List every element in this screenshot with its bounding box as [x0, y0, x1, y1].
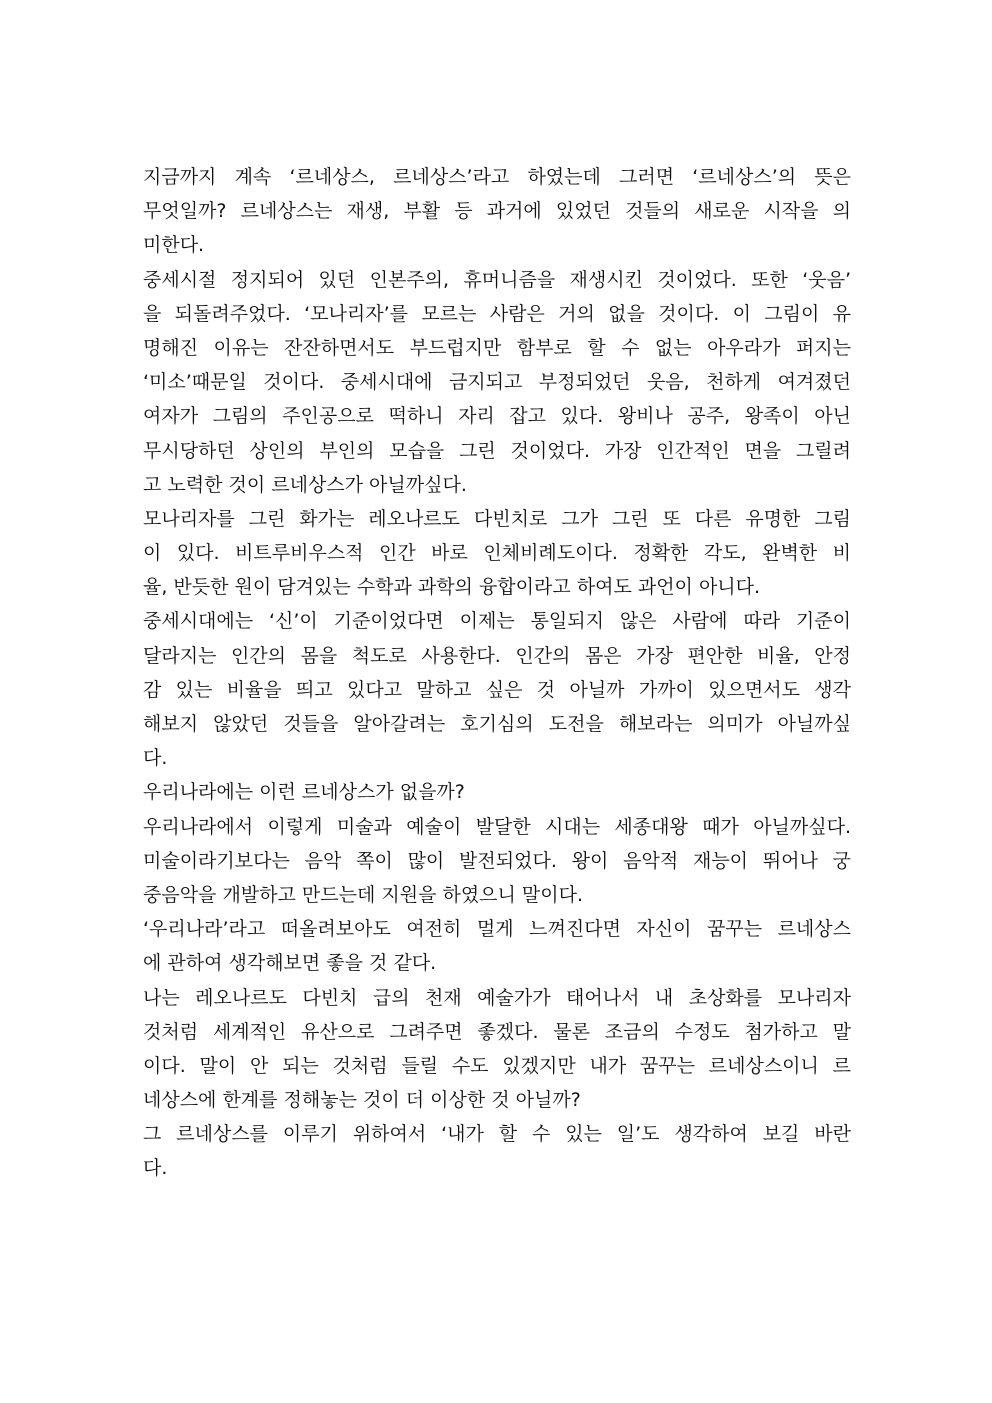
text-line: 이 있다. 비트루비우스적 인간 바로 인체비례도이다. 정확한 각도, 완벽한 비 — [143, 542, 851, 565]
text-line: 에 관하여 생각해보면 좋을 것 같다. — [143, 952, 437, 975]
text-line: 무시당하던 상인의 부인의 모습을 그린 것이었다. 가장 인간적인 면을 그릴려 — [143, 439, 851, 462]
paragraph — [143, 981, 851, 1118]
text-line: 고 노력한 것이 르네상스가 아닐까싶다. — [143, 473, 467, 496]
text-line: 다. — [143, 747, 168, 770]
text-line: 그 르네상스를 이루기 위하여서 ‘내가 할 수 있는 일’도 생각하여 보길 바란 — [143, 1123, 851, 1146]
text-line: 미술이라기보다는 음악 쪽이 많이 발전되었다. 왕이 음악적 재능이 뛰어나 궁 — [143, 849, 851, 872]
text-line: 다. — [143, 1157, 168, 1180]
text-line: 명해진 이유는 잔잔하면서도 부드럽지만 함부로 할 수 없는 아우라가 퍼지는 — [143, 336, 851, 359]
text-line: 중음악을 개발하고 만드는데 지원을 하였으니 말이다. — [143, 883, 584, 906]
text-line: 을 되돌려주었다. ‘모나리자’를 모르는 사람은 거의 없을 것이다. 이 그림이 유 — [143, 302, 851, 325]
text-line: 나는 레오나르도 다빈치 급의 천재 예술가가 태어나서 내 초상화를 모나리자 — [143, 986, 851, 1009]
text-line: ‘우리나라’라고 떠올려보아도 여전히 멀게 느껴진다면 자신이 꿈꾸는 르네상스 — [143, 918, 851, 941]
text-line: 여자가 그림의 주인공으로 떡하니 자리 잡고 있다. 왕비나 공주, 왕족이 아닌 — [143, 405, 851, 428]
paragraph — [143, 810, 851, 913]
text-line: 지금까지 계속 ‘르네상스, 르네상스’라고 하였는데 그러면 ‘르네상스’의 뜻은 — [143, 166, 851, 188]
text-line: 율, 반듯한 원이 담겨있는 수학과 과학의 융합이라고 하여도 과언이 아니다. — [143, 576, 761, 599]
paragraph — [143, 775, 851, 809]
paragraph — [143, 1117, 851, 1185]
text-line: 네상스에 한계를 정해놓는 것이 더 이상한 것 아닐까? — [143, 1089, 581, 1112]
text-line: 우리나라에는 이런 르네상스가 없을까? — [143, 781, 465, 804]
paragraph — [143, 502, 851, 605]
text-line: 중세시절 정지되어 있던 인본주의, 휴머니즘을 재생시킨 것이었다. 또한 ‘웃음’ — [143, 268, 851, 291]
text-line: ‘미소’때문일 것이다. 중세시대에 금지되고 부정되었던 웃음, 천하게 여겨졌던 — [143, 371, 851, 394]
text-line: 달라지는 인간의 몸을 척도로 사용한다. 인간의 몸은 가장 편안한 비율, 안정 — [143, 644, 851, 667]
paragraph — [143, 160, 851, 263]
text-line: 것처럼 세계적인 유산으로 그려주면 좋겠다. 물론 조금의 수정도 첨가하고 말 — [143, 1020, 851, 1043]
text-line: 우리나라에서 이렇게 미술과 예술이 발달한 시대는 세종대왕 때가 아닐까싶다. — [143, 815, 851, 838]
paragraph — [143, 604, 851, 775]
text-line: 모나리자를 그린 화가는 레오나르도 다빈치로 그가 그린 또 다른 유명한 그림 — [143, 507, 851, 530]
text-line: 감 있는 비율을 띄고 있다고 말하고 싶은 것 아닐까 가까이 있으면서도 생각 — [143, 678, 851, 701]
text-line: 미한다. — [143, 234, 205, 257]
text-line: 이다. 말이 안 되는 것처럼 들릴 수도 있겠지만 내가 꿈꾸는 르네상스이니 르 — [143, 1054, 851, 1077]
paragraph — [143, 912, 851, 980]
text-line: 무엇일까? 르네상스는 재생, 부활 등 과거에 있었던 것들의 새로운 시작을 의 — [143, 200, 851, 223]
document-body — [143, 160, 851, 1186]
text-line: 중세시대에는 ‘신’이 기준이었다면 이제는 통일되지 않은 사람에 따라 기준이 — [143, 610, 851, 633]
paragraph — [143, 263, 851, 502]
text-line: 해보지 않았던 것들을 알아갈려는 호기심의 도전을 해보라는 의미가 아닐까싶 — [143, 713, 851, 735]
